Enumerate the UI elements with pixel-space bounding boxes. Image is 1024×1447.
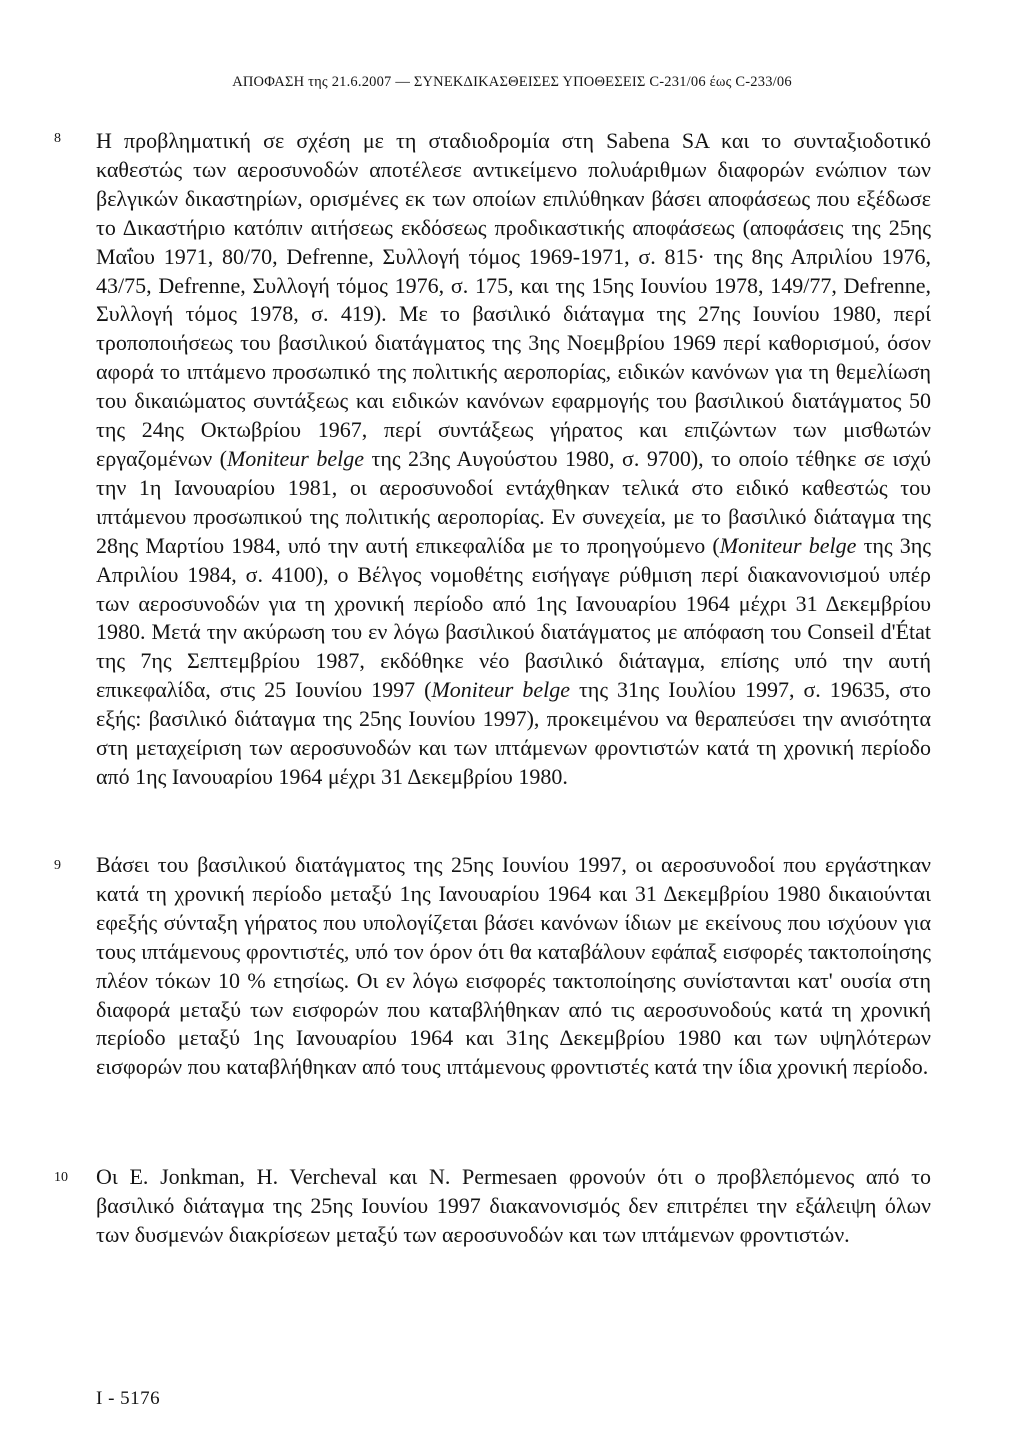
journal-title: Moniteur belge bbox=[431, 677, 570, 703]
page-number: I - 5176 bbox=[96, 1388, 161, 1409]
paragraph-number: 9 bbox=[54, 858, 61, 873]
journal-title: Moniteur belge bbox=[226, 445, 364, 471]
paragraph-text-segment: της 31ης Ιουλίου 1997, σ. 19635, στο εξής: βασιλικό διάταγμα της 25ης Ιουνίου 1997), προκειμένου να θεραπεύσει την ανισότητα στη μεταχείριση των αεροσυνοδών και των ιπτάμενων φροντιστών κατά τη χρονική περίοδο από 1ης Ιανουαρίου 1964 μέχρι 31 Δεκεμβρίου 1980. bbox=[96, 677, 931, 789]
paragraph-text-segment: Η προβληματική σε σχέση με τη σταδιοδρομία στη Sabena SA και το συνταξιοδοτικό καθεστώς των αεροσυνοδών αποτέλεσε αντικείμενο πολυάριθμων διαφορών ενώπιον των βελγικών δικαστηρίων, ορισμένες εκ των οποίων επιλύθηκαν βάσει αποφάσεως που εξέδωσε το Δικαστήριο κατόπιν αιτήσεως εκδόσεως προδικαστικής αποφάσεως (αποφάσεις της 25ης Μαΐου 1971, 80/70, Defrenne, Συλλογή τόμος 1969-1971, σ. 815· της 8ης Απριλίου 1976, 43/75, Defrenne, Συλλογή τόμος 1976, σ. 175, και της 15ης Ιουνίου 1978, 149/77, Defrenne, Συλλογή τόμος 1978, σ. 419). Με το βασιλικό διάταγμα της 27ης Ιουνίου 1980, περί τροποποιήσεως του βασιλικού διατάγματος της 3ης Νοεμβρίου 1969 περί καθορισμού, όσον αφορά το ιπτάμενο προσωπικό της πολιτικής αεροπορίας, ειδικών κανόνων για τη θεμελίωση του δικαιώματος συντάξεως και ειδικών κανόνων εφαρμογής του βασιλικού διατάγματος 50 της 24ης Οκτωβρίου 1967, περί συντάξεως γήρατος και επιζώντων των μισθωτών εργαζομένων ( bbox=[96, 128, 931, 471]
paragraph-text-segment: της 3ης Απριλίου 1984, σ. 4100), ο Βέλγος νομοθέτης εισήγαγε ρύθμιση περί διακανονισμού υπέρ των αεροσυνοδών για τη χρονική περίοδο από 1ης Ιανουαρίου 1964 μέχρι 31 Δεκεμβρίου 1980. Μετά την ακύρωση του εν λόγω βασιλικού διατάγματος με απόφαση του Conseil d'État της 7ης Σεπτεμβρίου 1987, εκδόθηκε νέο βασιλικό διάταγμα, επίσης υπό την αυτή επικεφαλίδα, στις 25 Ιουνίου 1997 ( bbox=[96, 532, 932, 703]
paragraph-9: Βάσει του βασιλικού διατάγματος της 25ης Ιουνίου 1997, οι αεροσυνοδοί που εργάστηκαν κατά τη χρονική περίοδο μεταξύ 1ης Ιανουαρίου 1964 και 31 Δεκεμβρίου 1980 δικαιούνται εφεξής σύνταξη γήρατος που υπολογίζεται βάσει κανόνων ίδιων με εκείνους που ισχύουν για τους ιπτάμενους φροντιστές, υπό τον όρον ότι θα καταβάλουν εφάπαξ εισφορές τακτοποίησης πλέον τόκων 10 % ετησίως. Οι εν λόγω εισφορές τακτοποίησης συνίστανται κατ' ουσία στη διαφορά μεταξύ των εισφορών που καταβλήθηκαν από τις αεροσυνοδούς κατά τη χρονική περίοδο μεταξύ 1ης Ιανουαρίου 1964 και 31ης Δεκεμβρίου 1980 και των υψηλότερων εισφορών που καταβλήθηκαν από τους ιπτάμενους φροντιστές κατά την ίδια χρονική περίοδο. bbox=[96, 852, 931, 1080]
paragraph-8 bbox=[96, 127, 931, 792]
running-header: ΑΠΟΦΑΣΗ της 21.6.2007 — ΣΥΝΕΚΔΙΚΑΣΘΕΙΣΕΣ ΥΠΟΘΕΣΕΙΣ C-231/06 έως C-233/06 bbox=[232, 74, 792, 90]
paragraph-text-segment: της 23ης Αυγούστου 1980, σ. 9700), το οποίο τέθηκε σε ισχύ την 1η Ιανουαρίου 1981, οι αεροσυνοδοί εντάχθηκαν τελικά στο ειδικό καθεστώς του ιπτάμενου προσωπικού της πολιτικής αεροπορίας. Εν συνεχεία, με το βασιλικό διάταγμα της 28ης Μαρτίου 1984, υπό την αυτή επικεφαλίδα με το προηγούμενο ( bbox=[96, 445, 931, 558]
journal-title: Moniteur belge bbox=[719, 532, 857, 558]
paragraph-10: Οι E. Jonkman, H. Vercheval και N. Permesaen φρονούν ότι ο προβλεπόμενος από το βασιλικό διάταγμα της 25ης Ιουνίου 1997 διακανονισμός δεν επιτρέπει την εξάλειψη όλων των δυσμενών διακρίσεων μεταξύ των αεροσυνοδών και των ιπτάμενων φροντιστών. bbox=[96, 1164, 931, 1247]
paragraph-number: 10 bbox=[54, 1170, 68, 1185]
paragraph-number: 8 bbox=[54, 131, 61, 146]
